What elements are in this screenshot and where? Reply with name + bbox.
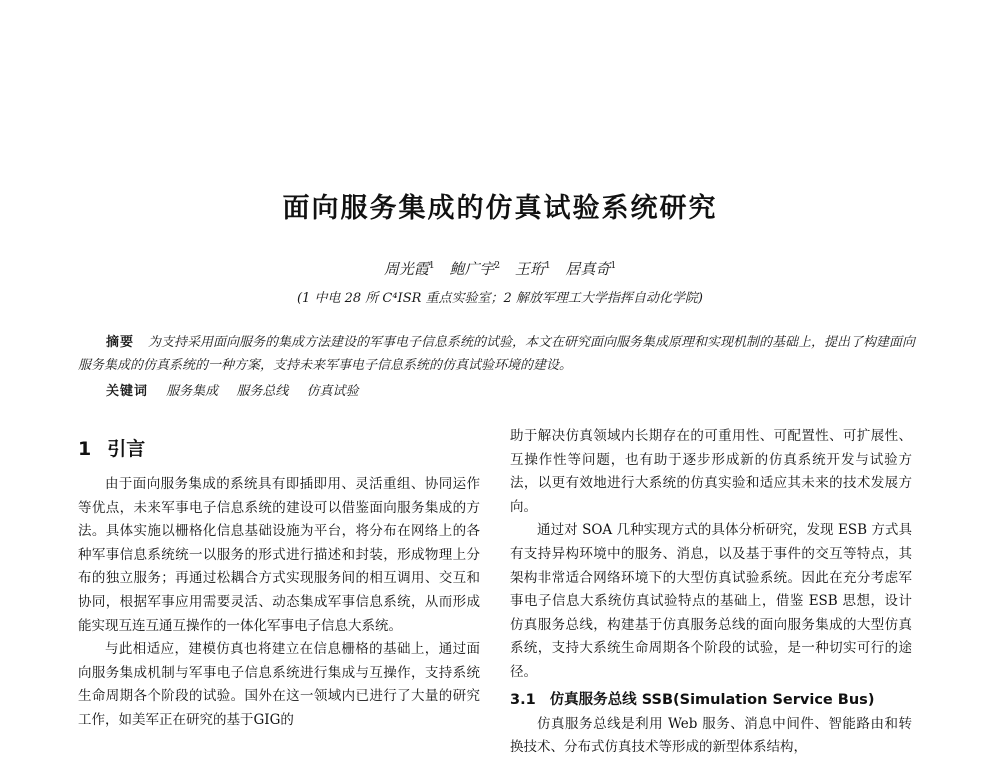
- affiliation: (1 中电 28 所 C⁴ISR 重点实验室；2 解放军理工大学指挥自动化学院): [296, 291, 703, 306]
- author: 鲍广宇$^2$: [449, 260, 501, 278]
- subsection-title: 仿真服务总线 SSB(Simulation Service Bus): [549, 691, 875, 708]
- keywords-label: 关键词: [106, 384, 149, 399]
- abstract: [78, 331, 928, 377]
- abstract-label: 摘要: [106, 335, 135, 350]
- author: 周光霞$^1$: [383, 260, 435, 278]
- keywords: [106, 380, 926, 399]
- right-column: [510, 425, 912, 760]
- keyword: 服务集成: [166, 384, 219, 399]
- paragraph: 仿真服务总线是利用 Web 服务、消息中间件、智能路由和转换技术、分布式仿真技术等形成的新型体系结构，: [510, 715, 912, 756]
- keyword: 仿真试验: [306, 384, 359, 399]
- author-list: [0, 258, 1000, 279]
- left-column: [78, 435, 480, 733]
- paper-title: 面向服务集成的仿真试验系统研究: [282, 193, 718, 224]
- keyword: 服务总线: [236, 384, 289, 399]
- subsection-number: 3.1: [510, 691, 536, 708]
- section-title: 引言: [107, 438, 146, 460]
- subsection-heading: [510, 687, 912, 713]
- section-number: 1: [78, 438, 92, 460]
- paragraph: 助于解决仿真领域内长期存在的可重用性、可配置性、可扩展性、互操作性等问题，也有助于逐步形成新的仿真系统开发与试验方法，以更有效地进行大系统的仿真实验和适应其未来的技术发展方向。: [510, 428, 912, 515]
- paragraph: 由于面向服务集成的系统具有即插即用、灵活重组、协同运作等优点，未来军事电子信息系统的建设可以借鉴面向服务集成的方法。具体实施以栅格化信息基础设施为平台，将分布在网络上的各种军事信息系统统一以服务的形式进行描述和封装，形成物理上分布的独立服务；再通过松耦合方式实现服务间的相互调用、交互和协同，根据军事应用需要灵活、动态集成军事信息系统，从而形成能实现互连互通互操作的一体化军事电子信息大系统。: [78, 476, 480, 634]
- paragraph: 通过对 SOA 几种实现方式的具体分析研究，发现 ESB 方式具有支持异构环境中的服务、消息，以及基于事件的交互等特点，其架构非常适合网络环境下的大型仿真试验系统。因此在充分考虑军事电子信息大系统仿真试验特点的基础上，借鉴 ESB 思想，设计仿真服务总线，构建基于仿真服务总线的面向服务集成的大型仿真系统，支持大系统生命周期各个阶段的试验，是一种切实可行的途径。: [510, 522, 912, 680]
- abstract-text: 为支持采用面向服务的集成方法建设的军事电子信息系统的试验，本文在研究面向服务集成原理和实现机制的基础上，提出了构建面向服务集成的仿真系统的一种方案，支持未来军事电子信息系统的仿真试验环境的建设。: [78, 335, 916, 373]
- paragraph: 与此相适应，建模仿真也将建立在信息栅格的基础上，通过面向服务集成机制与军事电子信息系统进行集成与互操作，支持系统生命周期各个阶段的试验。国外在这一领域内已进行了大量的研究工作，如美军正在研究的基于GIG的: [78, 641, 480, 728]
- author: 王珩$^1$: [514, 260, 551, 278]
- section-heading: [78, 435, 480, 463]
- author: 居真奇$^1$: [565, 260, 617, 278]
